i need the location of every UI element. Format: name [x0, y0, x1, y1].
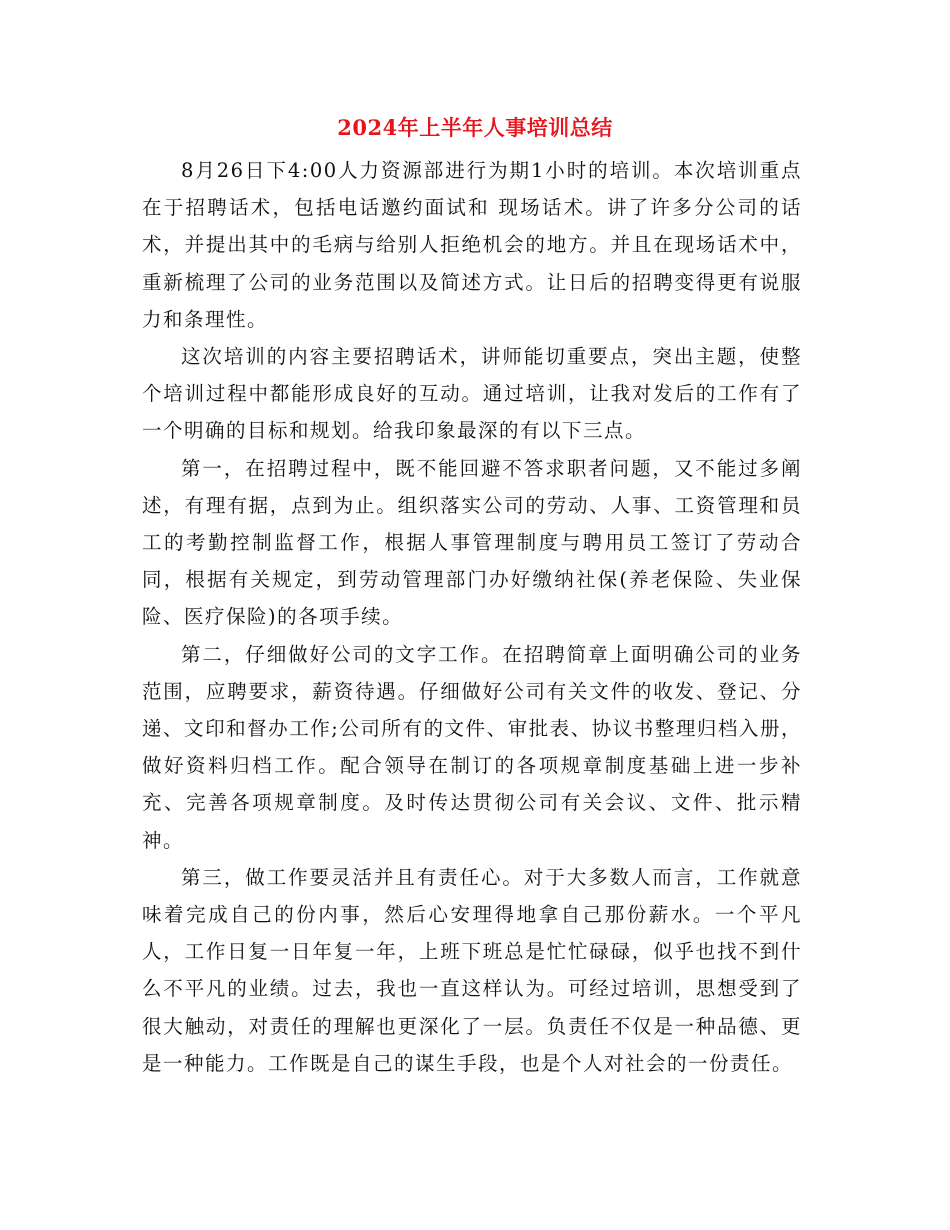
document-body [142, 152, 802, 1082]
paragraph-intro: 8月26日下4:00人力资源部进行为期1小时的培训。本次培训重点在于招聘话术，包括电话邀约面试和 现场话术。讲了许多分公司的话术，并提出其中的毛病与给别人拒绝机会的地方。并且在现场话术中，重新梳理了公司的业务范围以及简述方式。让日后的招聘变得更有说服力和条理性。 [142, 159, 802, 331]
paragraph-point-three: 第三，做工作要灵活并且有责任心。对于大多数人而言，工作就意味着完成自己的份内事，然后心安理得地拿自己那份薪水。一个平凡人，工作日复一日年复一年，上班下班总是忙忙碌碌，似乎也找不到什么不平凡的业绩。过去，我也一直这样认为。可经过培训，思想受到了很大触动，对责任的理解也更深化了一层。负责任不仅是一种品德、更是一种能力。工作既是自己的谋生手段，也是个人对社会的一份责任。 [142, 865, 802, 1075]
document-title: 2024年上半年人事培训总结 [337, 115, 613, 140]
paragraph-point-one: 第一，在招聘过程中，既不能回避不答求职者问题，又不能过多阐述，有理有据，点到为止。组织落实公司的劳动、人事、工资管理和员工的考勤控制监督工作，根据人事管理制度与聘用员工签订了劳动合同，根据有关规定，到劳动管理部门办好缴纳社保(养老保险、失业保险、医疗保险)的各项手续。 [142, 456, 802, 629]
paragraph-point-two: 第二，仔细做好公司的文字工作。在招聘简章上面明确公司的业务范围，应聘要求，薪资待遇。仔细做好公司有关文件的收发、登记、分递、文印和督办工作;公司所有的文件、审批表、协议书整理归档入册，做好资料归档工作。配合领导在制订的各项规章制度基础上进一步补充、完善各项规章制度。及时传达贯彻公司有关会议、文件、批示精神。 [142, 642, 802, 852]
paragraph-summary: 这次培训的内容主要招聘话术，讲师能切重要点，突出主题，使整个培训过程中都能形成良好的互动。通过培训，让我对发后的工作有了一个明确的目标和规划。给我印象最深的有以下三点。 [142, 345, 802, 443]
